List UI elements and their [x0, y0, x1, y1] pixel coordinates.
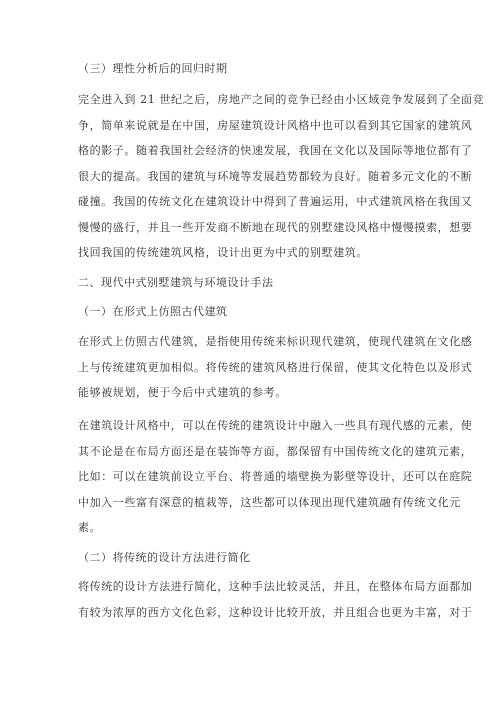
paragraph-line: 碰撞。我国的传统文化在建筑设计中得到了普遍运用，中式建筑风格在我国又: [78, 195, 473, 208]
paragraph-line: 能够被规划，便于今后中式建筑的参考。: [78, 386, 287, 399]
paragraph-4: [78, 574, 473, 625]
paragraph-line: 很大的提高。我国的建筑与环境等发展趋势都较为良好。随着多元文化的不断: [78, 169, 473, 183]
paragraph-line: 上与传统建筑更加相似。将传统的建筑风格进行保留，使其文化特色以及形式: [78, 360, 473, 374]
paragraph-line: 找回我国的传统建筑风格，设计出更为中式的别墅建筑。: [78, 246, 368, 259]
paragraph-2: [78, 329, 473, 406]
paragraph-line: 将传统的设计方法进行简化，这种手法比较灵活，并且，在整体布局方面都加: [78, 580, 473, 593]
paragraph-line: 在形式上仿照古代建筑，是指使用传统来标识现代建筑，使现代建筑在文化感: [78, 335, 473, 348]
subsection-heading-2: （二）将传统的设计方法进行简化: [78, 551, 251, 564]
paragraph-line: 在建筑设计风格中，可以在传统的建筑设计中融入一些具有现代感的元素，使: [78, 419, 473, 432]
chapter-heading-2: 二、现代中式别墅建筑与环境设计手法: [78, 276, 274, 289]
subsection-heading-1: （一）在形式上仿照古代建筑: [78, 305, 228, 318]
paragraph-line: 有较为浓厚的西方文化色彩，这种设计比较开放，并且组合也更为丰富，对于: [78, 605, 473, 619]
section-heading-3: （三）理性分析后的回归时期: [78, 62, 228, 75]
paragraph-line: 完全进入到 21 世纪之后，房地产之间的竞争已经由小区域竞争发展到了全面竞: [78, 93, 485, 106]
paragraph-1: [78, 87, 485, 266]
paragraph-3: [78, 413, 473, 541]
paragraph-line: 格的影子。随着我国社会经济的快速发展，我国在文化以及国际等地位都有了: [78, 144, 473, 157]
paragraph-line: 其不论是在布局方面还是在装饰等方面，都保留有中国传统文化的建筑元素，: [78, 444, 473, 458]
paragraph-line: 争，简单来说就是在中国，房屋建筑设计风格中也可以看到其它国家的建筑风: [78, 118, 473, 132]
paragraph-line: 比如：可以在建筑前设立平台、将普通的墙壁换为影壁等设计，还可以在庭院: [78, 470, 473, 483]
paragraph-line: 素。: [78, 521, 102, 534]
paragraph-line: 中加入一些富有深意的植栽等，这些都可以体现出现代建筑融有传统文化元: [78, 495, 461, 509]
paragraph-line: 慢慢的盛行，并且一些开发商不断地在现代的别墅建设风格中慢慢摸索，想要: [78, 220, 473, 234]
